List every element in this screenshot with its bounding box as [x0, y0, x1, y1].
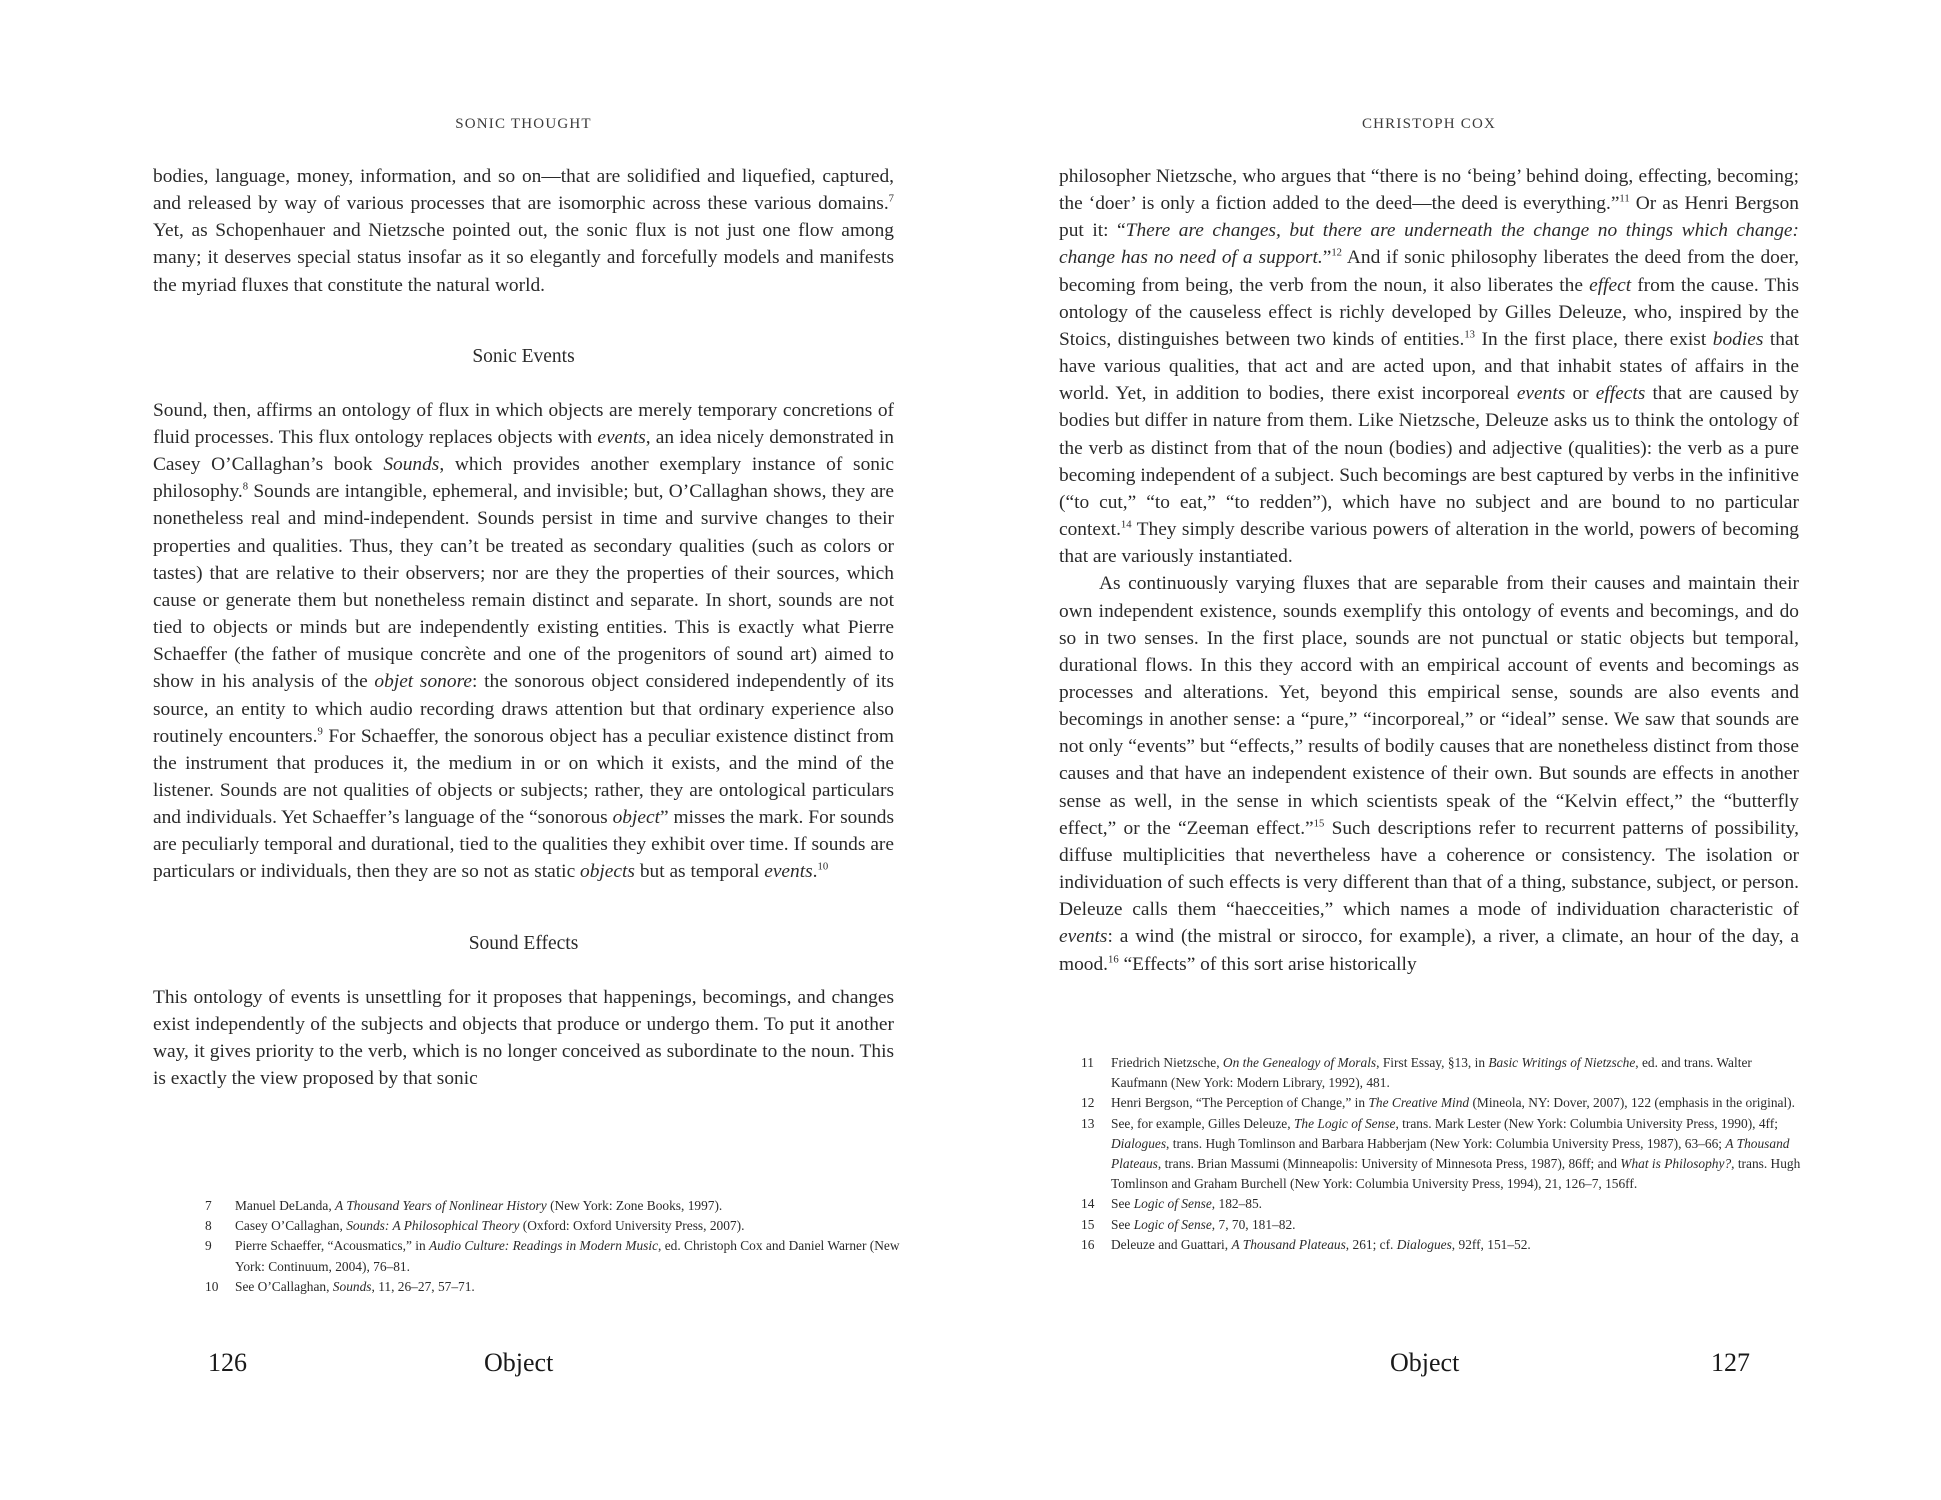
footnote-ref[interactable]: 14: [1120, 518, 1132, 531]
footnote: 11 Friedrich Nietzsche, On the Genealogy of Morals, First Essay, §13, in Basic Writings of Nietzsche, ed. and trans. Walter Kaufmann (New York: Modern Library, 1992), 481.: [1081, 1055, 1752, 1091]
footnote-ref[interactable]: 7: [888, 192, 894, 205]
paragraph: This ontology of events is unsettling for it proposes that happenings, becomings, and changes exist independently of the subjects and objects that produce or undergo them. To put it another way, it gives priority to the verb, which is no longer conceived as subordinate to the noun. This is exactly the view proposed by that sonic: [153, 986, 894, 1090]
running-head: SONIC THOUGHT: [455, 116, 592, 132]
right-page: [970, 0, 1941, 1500]
page-number: 127: [1711, 1348, 1750, 1377]
paragraph: Sound, then, affirms an ontology of flux in which objects are merely temporary concretions of fluid processes. This flux ontology replaces objects with events, an idea nicely demonstrated in Casey O’Callaghan’s book Sounds, which provides another exemplary instance of sonic philosophy.$^8$ Sounds are intangible, ephemeral, and invisible; but, O’Callaghan shows, they are nonetheless real and mind-independent. Sounds persist in time and survive changes to their properties and qualities. Thus, they can’t be treated as secondary qualities (such as colors or tastes) that are relative to their observers; nor are they the properties of their sources, which cause or generate them but nonetheless remain distinct and separate. In short, sounds are not tied to objects or minds but are independently existing entities. This is exactly what Pierre Schaeffer (the father of musique concrète and one of the progenitors of sound art) aimed to show in his analysis of the objet sonore: the sonorous object considered independently of its source, an entity to which audio recording draws attention but that ordinary experience also routinely encounters.$^9$ For Schaeffer, the sonorous object has a peculiar existence distinct from the instrument that produces it, the medium in or on which it exists, and the mind of the listener. Sounds are not qualities of objects or subjects; rather, they are ontological particulars and individuals. Yet Schaeffer’s language of the “sonorous object” misses the mark. For sounds are peculiarly temporal and durational, tied to the qualities they exhibit over time. If sounds are particulars or individuals, then they are so not as static objects but as temporal events.$^{10}$: [153, 399, 895, 883]
section-heading-sound-effects: Sound Effects: [468, 932, 579, 954]
footnotes: [1081, 1053, 1801, 1255]
footnote-ref[interactable]: 12: [1331, 247, 1342, 259]
footnote: 8 Casey O’Callaghan, Sounds: A Philosophical Theory (Oxford: Oxford University Press, 2007).: [205, 1218, 745, 1234]
footnote-ref[interactable]: 13: [1464, 328, 1475, 341]
left-page: [0, 0, 970, 1500]
section-title-footer: Object: [484, 1348, 554, 1377]
running-head: CHRISTOPH COX: [1361, 116, 1497, 132]
page-number: 126: [208, 1348, 247, 1377]
footnote-ref[interactable]: 15: [1313, 817, 1325, 830]
footnote-ref[interactable]: 8: [242, 480, 249, 493]
section-heading-sonic-events: Sonic Events: [472, 345, 575, 367]
footnote-ref[interactable]: 11: [1619, 192, 1630, 205]
footnote-ref[interactable]: 9: [317, 725, 323, 738]
footnote: 15 See Logic of Sense, 7, 70, 181–82.: [1081, 1216, 1296, 1232]
footnote: 9 Pierre Schaeffer, “Acousmatics,” in Audio Culture: Readings in Modern Music, ed. Christoph Cox and Daniel Warner (New York: Continuum, 2004), 76–81.: [205, 1238, 900, 1274]
footnote-ref[interactable]: 10: [817, 860, 829, 873]
footnote: 16 Deleuze and Guattari, A Thousand Plateaus, 261; cf. Dialogues, 92ff, 151–52.: [1081, 1236, 1531, 1252]
paragraph: philosopher Nietzsche, who argues that “there is no ‘being’ behind doing, effecting, becoming; the ‘doer’ is only a fiction added to the deed—the deed is everything.”$^{11}$ Or as Henri Bergson put it: “There are changes, but there are underneath the change no things which change: change has no need of a support.”$^{12}$ And if sonic philosophy liberates the deed from the doer, becoming from being, the verb from the noun, it also liberates the effect from the cause. This ontology of the causeless effect is richly developed by Gilles Deleuze, who, inspired by the Stoics, distinguishes between two kinds of entities.$^{13}$ In the first place, there exist bodies that have various qualities, that act and are acted upon, and that inhabit states of affairs in the world. Yet, in addition to bodies, there exist incorporeal events or effects that are caused by bodies but differ in nature from them. Like Nietzsche, Deleuze asks us to think the ontology of the verb as distinct from that of the noun (bodies) and adjective (qualities): the verb as a pure becoming independent of a subject. Such becomings are best captured by verbs in the infinitive (“to cut,” “to eat,” “to redden”), which have no subject and are bound to no particular context.$^{14}$ They simply describe various powers of alteration in the world, powers of becoming that are variously instantiated.: [1059, 166, 1799, 568]
footnote: 7 Manuel DeLanda, A Thousand Years of Nonlinear History (New York: Zone Books, 1997).: [205, 1198, 723, 1213]
paragraph: As continuously varying fluxes that are separable from their causes and maintain their own independent existence, sounds exemplify this ontology of events and becomings, and do so in two senses. In the first place, sounds are not punctual or static objects but temporal, durational flows. In this they accord with an empirical account of events and becomings as processes and alterations. Yet, beyond this empirical sense, sounds are also events and becomings in another sense: a “pure,” “incorporeal,” or “ideal” sense. We saw that sounds are not only “events” but “effects,” results of bodily causes that are nonetheless distinct from those causes and that have an independent existence of their own. But sounds are effects in another sense as well, in the sense in which scientists speak of the “Kelvin effect,” the “butterfly effect,” or the “Zeeman effect.”$^{15}$ Such descriptions refer to recurrent patterns of possibility, diffuse multiplicities that nevertheless have a coherence or consistency. The isolation or individuation of such effects is very different than that of a thing, substance, subject, or person. Deleuze calls them “haecceities,” which names a mode of individuation characteristic of events: a wind (the mistral or sirocco, for example), a river, a climate, an hour of the day, a mood.$^{16}$ “Effects” of this sort arise historically: [1059, 573, 1799, 975]
footnote: 14 See Logic of Sense, 182–85.: [1081, 1196, 1263, 1212]
footnote: 12 Henri Bergson, “The Perception of Change,” in The Creative Mind (Mineola, NY: Dover, 2007), 122 (emphasis in the original).: [1081, 1095, 1795, 1111]
footnote: 10 See O’Callaghan, Sounds, 11, 26–27, 57–71.: [205, 1278, 475, 1294]
body-text: [153, 163, 894, 1092]
footnote: 13 See, for example, Gilles Deleuze, The Logic of Sense, trans. Mark Lester (New York: Columbia University Press, 1990), 4ff; Dialogues, trans. Hugh Tomlinson and Barbara Habberjam (New York: Columbia University Press, 1987), 63–66; A Thousand Plateaus, trans. Brian Massumi (Minneapolis: University of Minnesota Press, 1987), 86ff; and What is Philosophy?, trans. Hugh Tomlinson and Graham Burchell (New York: Columbia University Press, 1994), 21, 126–7, 156ff.: [1081, 1115, 1801, 1192]
paragraph: bodies, language, money, information, and so on—that are solidified and liquefied, captured, and released by way of various processes that are isomorphic across these various domains.$^7$ Yet, as Schopenhauer and Nietzsche pointed out, the sonic flux is not just one flow among many; it deserves special status insofar as it so elegantly and forcefully models and manifests the myriad fluxes that constitute the natural world.: [153, 166, 894, 296]
footnotes: [205, 1196, 905, 1297]
footnote-ref[interactable]: 16: [1108, 953, 1119, 966]
section-title-footer: Object: [1390, 1348, 1460, 1377]
body-text: [1059, 163, 1799, 978]
